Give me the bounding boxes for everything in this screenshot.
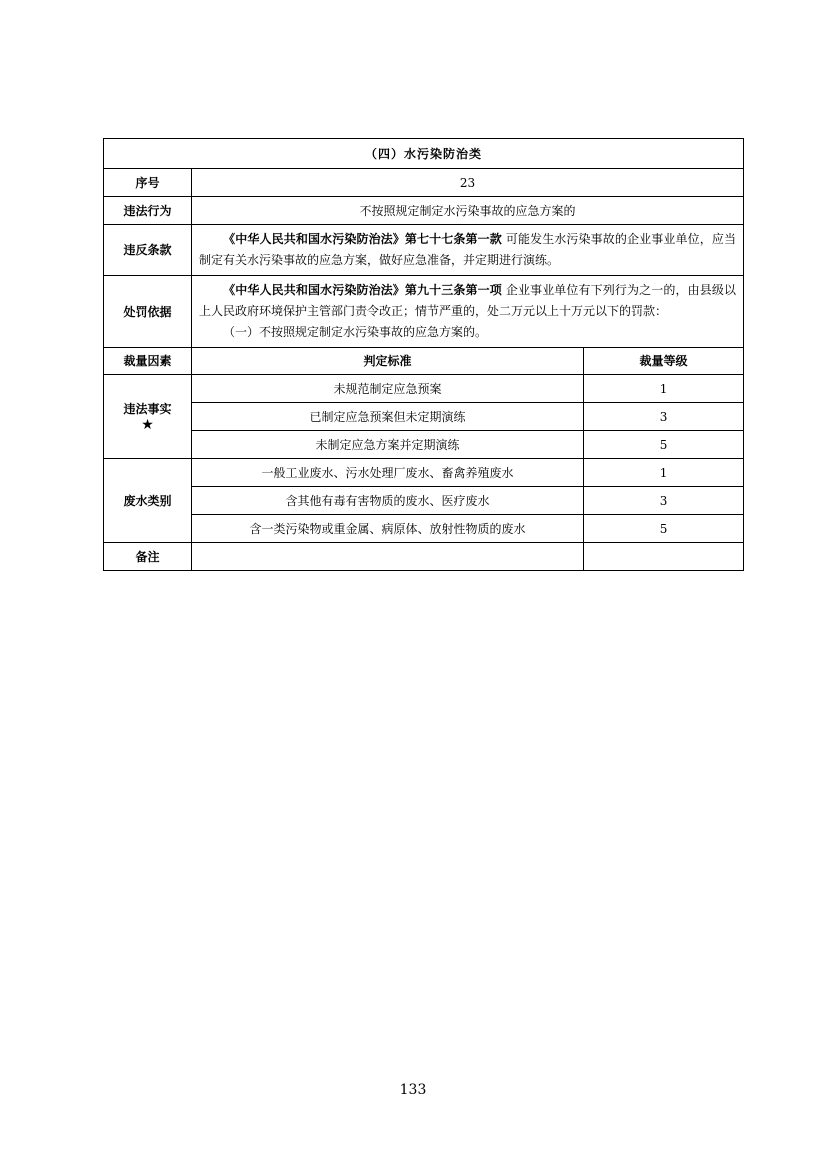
level-cell: 1 — [584, 459, 744, 487]
level-cell: 1 — [584, 375, 744, 403]
star-icon: ★ — [141, 416, 154, 433]
remarks-level — [584, 543, 744, 571]
level-header: 裁量等级 — [584, 348, 744, 375]
level-cell: 3 — [584, 403, 744, 431]
penalty-basis-text: 企业事业单位有下列行为之一的，由县级以上人民政府环境保护主管部门责令改正；情节严重的，处二万元以上十万元以下的罚款： — [199, 283, 736, 318]
factor-violation-fact — [104, 375, 192, 459]
serial-value: 23 — [192, 169, 744, 197]
criteria-cell: 未制定应急方案并定期演练 — [192, 431, 584, 459]
violated-clause-text: 可能发生水污染事故的企业事业单位，应当制定有关水污染事故的应急方案，做好应急准备，并定期进行演练。 — [199, 232, 736, 267]
level-cell: 5 — [584, 431, 744, 459]
criteria-header: 判定标准 — [192, 348, 584, 375]
criteria-cell: 未规范制定应急预案 — [192, 375, 584, 403]
violation-label: 违法行为 — [104, 197, 192, 225]
remarks-label: 备注 — [104, 543, 192, 571]
penalty-basis-content — [192, 276, 744, 348]
criteria-cell: 一般工业废水、污水处理厂废水、畜禽养殖废水 — [192, 459, 584, 487]
criteria-cell: 已制定应急预案但未定期演练 — [192, 403, 584, 431]
level-cell: 5 — [584, 515, 744, 543]
penalty-discretion-table — [103, 138, 744, 571]
violation-value: 不按照规定制定水污染事故的应急方案的 — [192, 197, 744, 225]
factor-wastewater-type — [104, 459, 192, 543]
criteria-cell: 含一类污染物或重金属、病原体、放射性物质的废水 — [192, 515, 584, 543]
level-cell: 3 — [584, 487, 744, 515]
violated-clause-label: 违反条款 — [104, 225, 192, 276]
serial-label: 序号 — [104, 169, 192, 197]
page-number: 133 — [399, 1082, 427, 1098]
violated-clause-law-ref: 《中华人民共和国水污染防治法》第七十七条第一款 — [223, 232, 502, 246]
penalty-basis-item: （一）不按照规定制定水污染事故的应急方案的。 — [223, 325, 488, 339]
factor-name: 废水类别 — [123, 493, 172, 508]
factor-name: 违法事实 — [123, 401, 172, 416]
section-title: （四）水污染防治类 — [104, 139, 744, 169]
penalty-basis-law-ref: 《中华人民共和国水污染防治法》第九十三条第一项 — [223, 283, 502, 297]
penalty-basis-label: 处罚依据 — [104, 276, 192, 348]
criteria-cell: 含其他有毒有害物质的废水、医疗废水 — [192, 487, 584, 515]
factor-header: 裁量因素 — [104, 348, 192, 375]
violated-clause-content — [192, 225, 744, 276]
remarks-criteria — [192, 543, 584, 571]
